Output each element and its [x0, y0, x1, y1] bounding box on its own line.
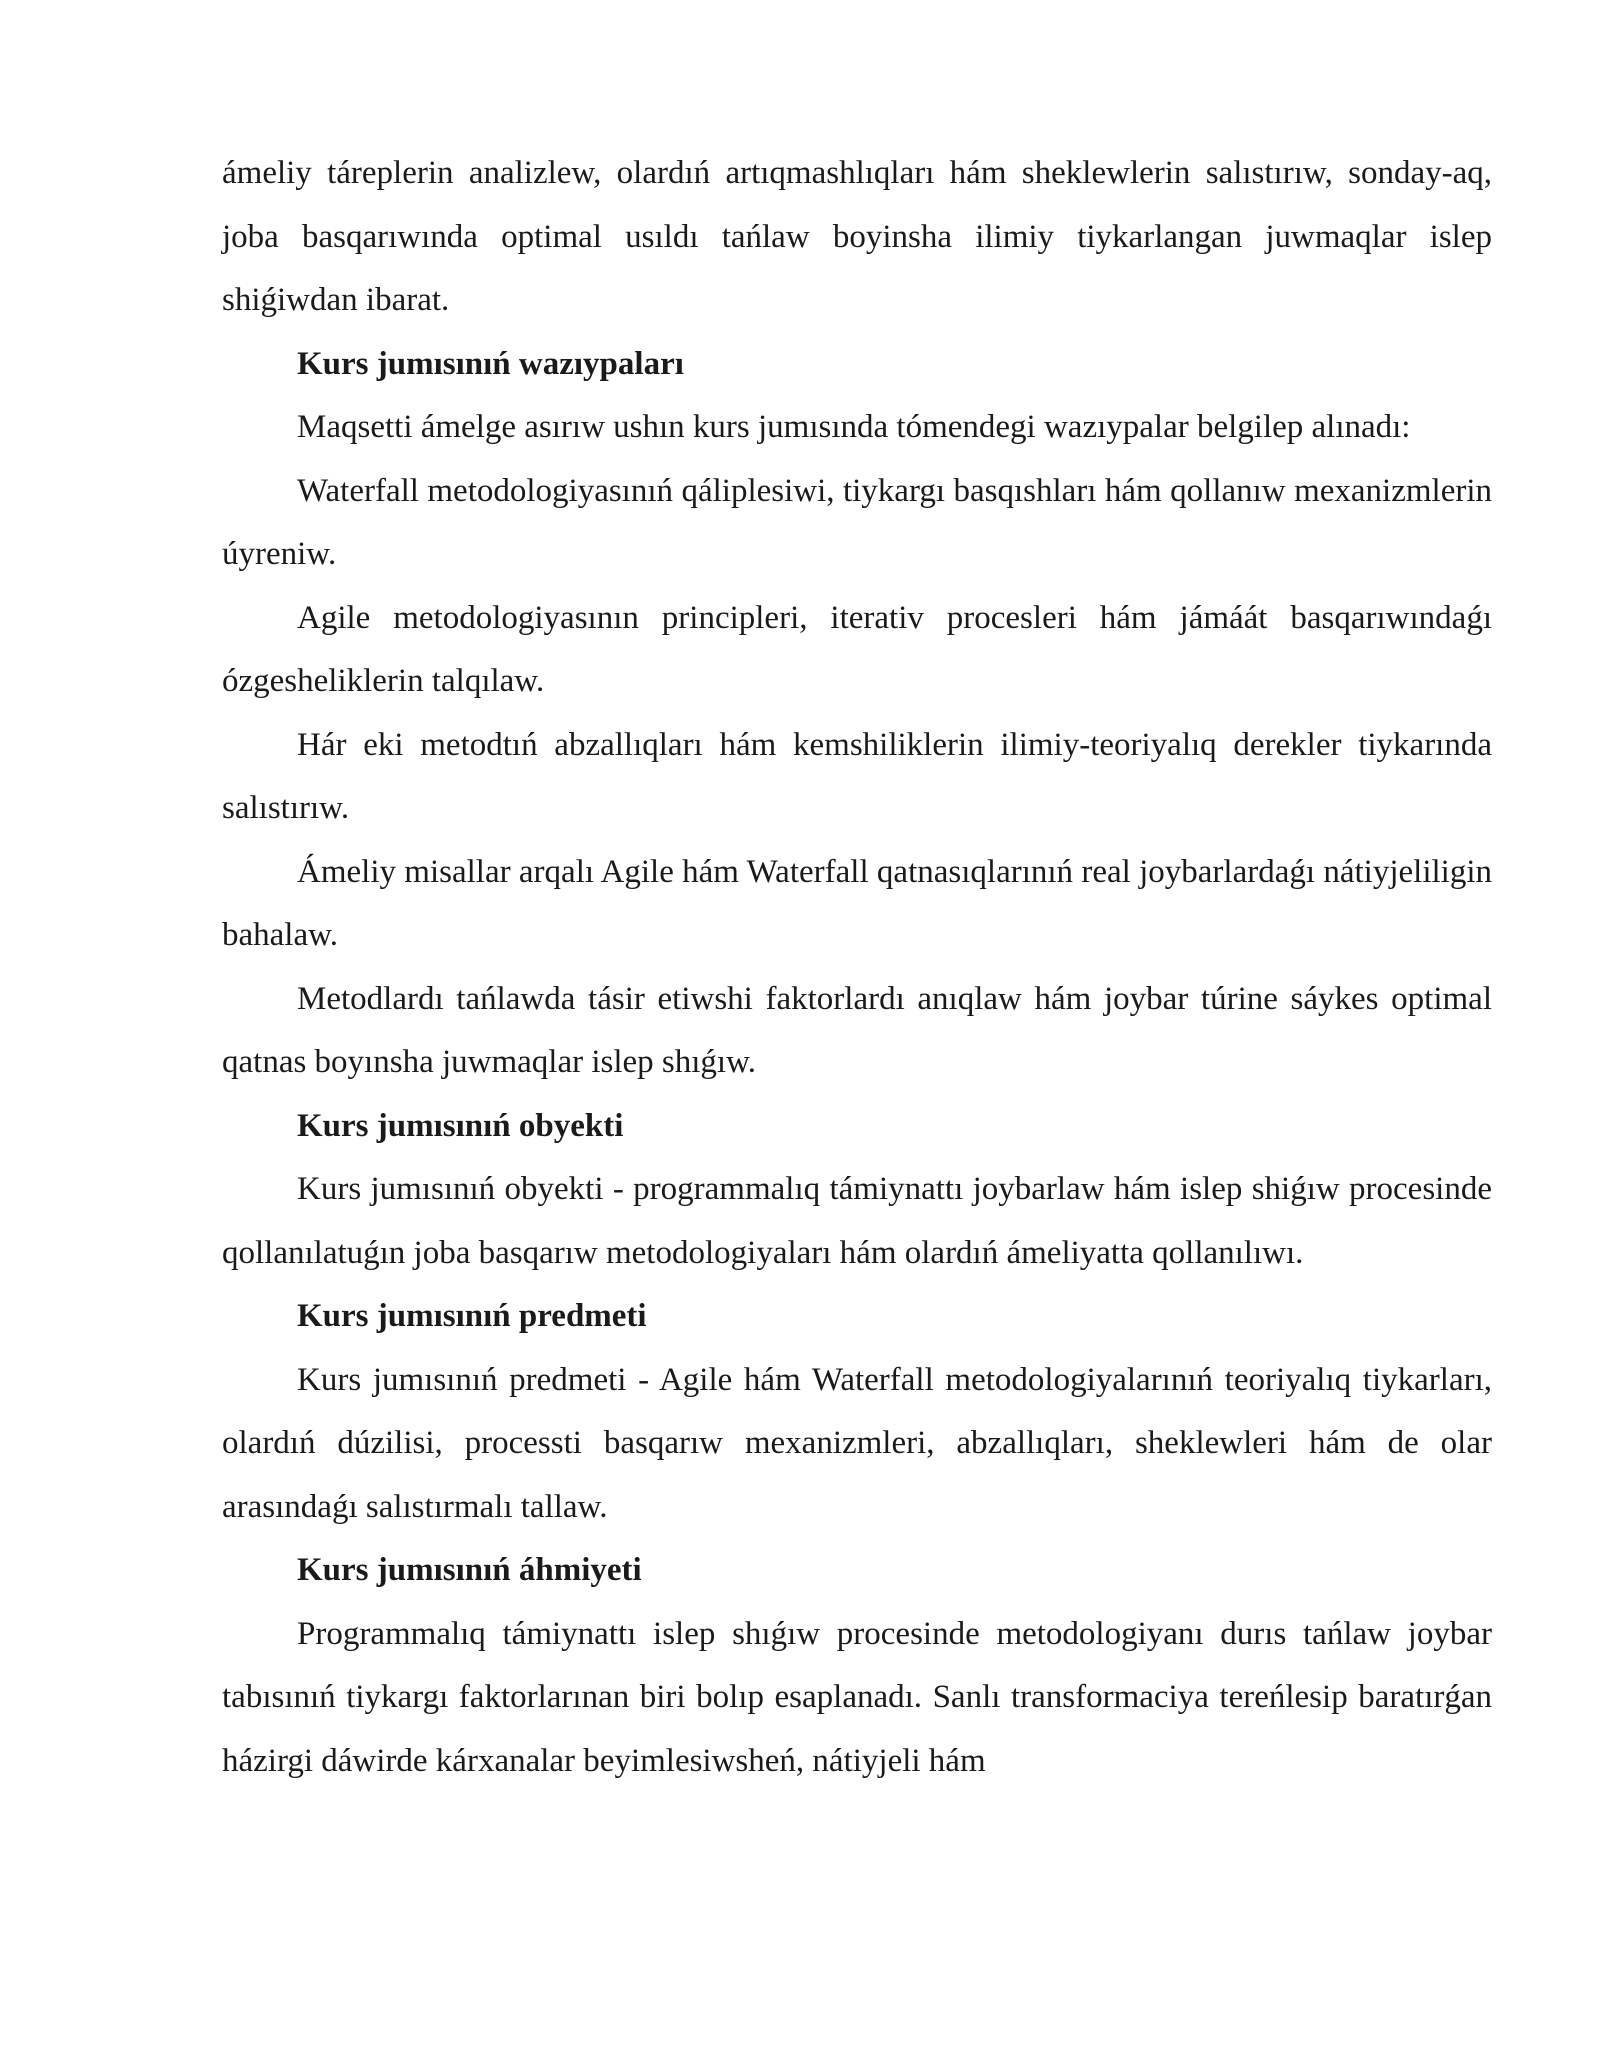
body-paragraph: Programmalıq támiynattı islep shıǵıw procesinde metodologiyanı durıs tańlaw joybar tabısınıń tiykargı faktorlarınan biri bolıp esaplanadı. Sanlı transformaciya tereńlesip baratırǵan házirgi dáwirde kárxanalar beyimlesiwsheń, nátiyjeli hám: [222, 1615, 1492, 1779]
body-paragraph: Kurs jumısınıń obyekti - programmalıq támiynattı joybarlaw hám islep shiǵıw procesinde qollanılatuǵın joba basqarıw metodologiyaları hám olardıń ámeliyatta qollanılıwı.: [222, 1171, 1492, 1271]
body-paragraph: Agile metodologiyasının principleri, iterativ procesleri hám jámáát basqarıwındaǵı ózgesheliklerin talqılaw.: [222, 599, 1492, 699]
body-paragraph: Metodlardı tańlawda tásir etiwshi faktorlardı anıqlaw hám joybar túrine sáykes optimal qatnas boyınsha juwmaqlar islep shıǵıw.: [222, 980, 1492, 1080]
body-paragraph: Waterfall metodologiyasınıń qáliplesiwi, tiykargı basqıshları hám qollanıw mexanizmlerin úyreniw.: [222, 472, 1492, 572]
section-heading: Kurs jumısınıń áhmiyeti: [297, 1552, 642, 1588]
body-paragraph: Kurs jumısınıń predmeti - Agile hám Waterfall metodologiyalarınıń teoriyalıq tiykarları, olardıń dúzilisi, processti basqarıw mexanizmleri, abzallıqları, sheklewleri hám de olar arasındaǵı salıstırmalı tallaw.: [222, 1361, 1492, 1525]
document-page: [222, 142, 1492, 1793]
body-paragraph: Ámeliy misallar arqalı Agile hám Waterfall qatnasıqlarınıń real joybarlardaǵı nátiyjeliligin bahalaw.: [222, 853, 1492, 953]
body-paragraph: ámeliy táreplerin analizlew, olardıń artıqmashlıqları hám sheklewlerin salıstırıw, sonday-aq, joba basqarıwında optimal usıldı tańlaw boyinsha ilimiy tiykarlangan juwmaqlar islep shiǵiwdan ibarat.: [222, 155, 1492, 318]
section-heading: Kurs jumısınıń predmeti: [297, 1298, 647, 1334]
section-heading: Kurs jumısınıń wazıypaları: [297, 345, 684, 382]
body-paragraph: Maqsetti ámelge asırıw ushın kurs jumısında tómendegi wazıypalar belgilep alınadı:: [297, 409, 1411, 445]
section-heading: Kurs jumısınıń obyekti: [297, 1107, 624, 1144]
body-paragraph: Hár eki metodtıń abzallıqları hám kemshiliklerin ilimiy-teoriyalıq derekler tiykarında salıstırıw.: [222, 726, 1492, 826]
